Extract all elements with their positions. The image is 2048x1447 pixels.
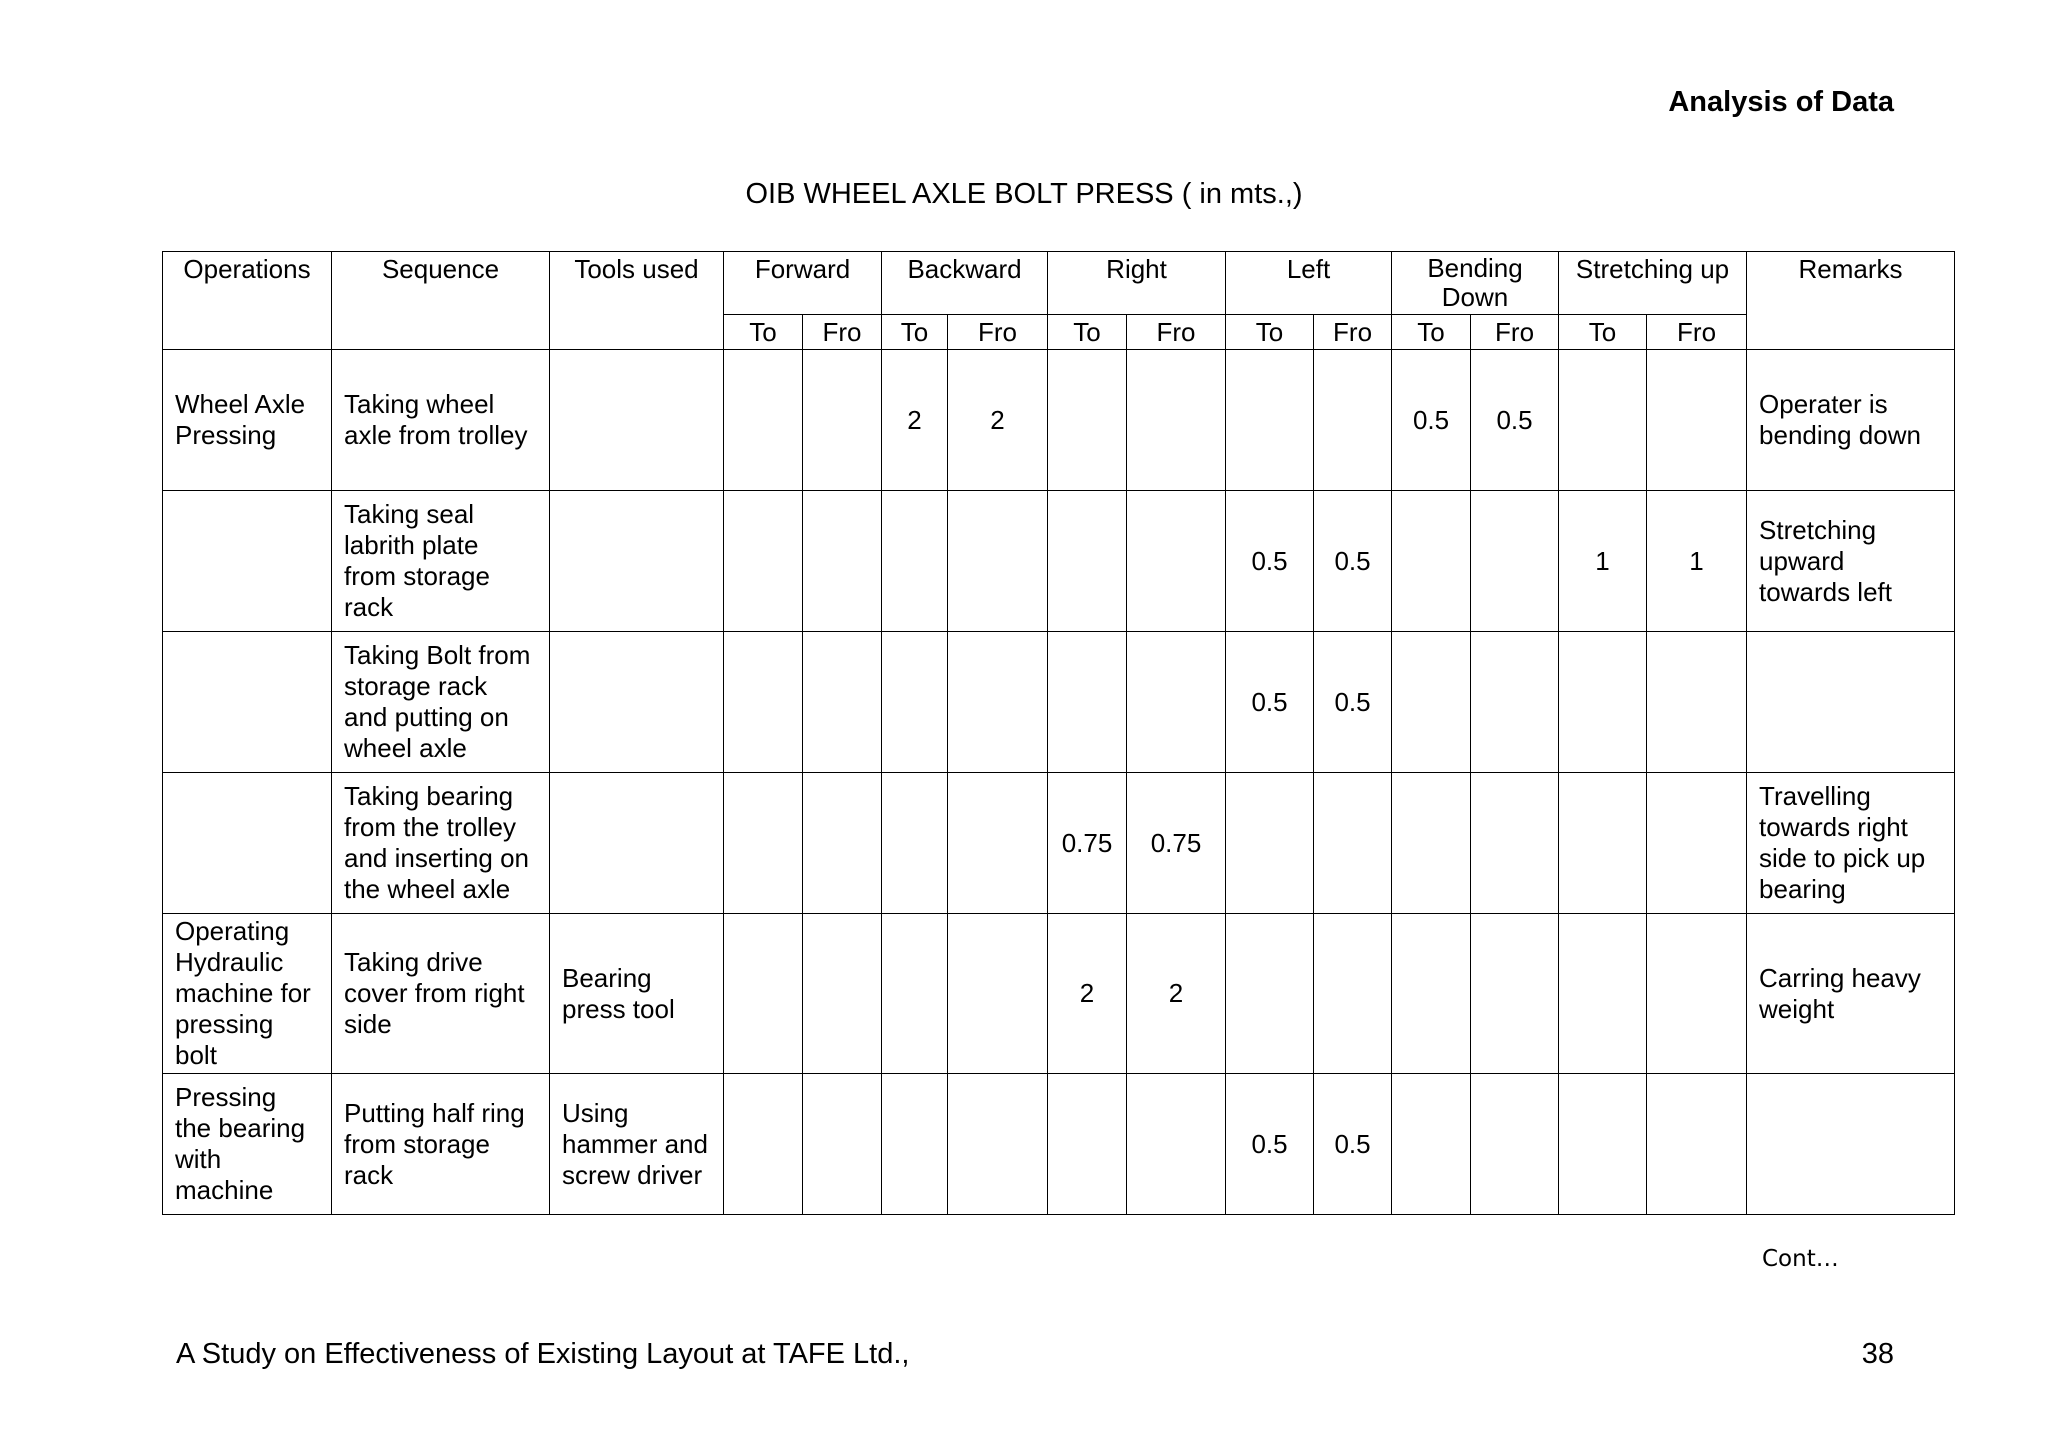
cell-forward-to (724, 773, 803, 914)
cell-right-to (1048, 350, 1127, 491)
cell-stretching-fro: 1 (1647, 491, 1747, 632)
cell-forward-fro (803, 350, 882, 491)
sub-stretching-to: To (1559, 315, 1647, 350)
table-title: OIB WHEEL AXLE BOLT PRESS ( in mts.,) (745, 178, 1303, 210)
cell-forward-fro (803, 632, 882, 773)
cell-forward-to (724, 914, 803, 1074)
cell-stretching-to (1559, 914, 1647, 1074)
cell-left-to: 0.5 (1226, 491, 1314, 632)
col-right: Right (1048, 252, 1226, 315)
cell-left-to (1226, 914, 1314, 1074)
cell-left-fro: 0.5 (1314, 491, 1392, 632)
cell-right-fro (1127, 491, 1226, 632)
cell-stretching-to (1559, 350, 1647, 491)
cell-sequence: Taking Bolt from storage rack and putting on wheel axle (332, 632, 550, 773)
cell-forward-fro (803, 491, 882, 632)
cell-operation (163, 491, 332, 632)
sub-forward-fro: Fro (803, 315, 882, 350)
cell-bending-to (1392, 491, 1471, 632)
cell-right-to: 2 (1048, 914, 1127, 1074)
cell-remarks: Travelling towards right side to pick up bearing (1747, 773, 1955, 914)
cell-forward-to (724, 1074, 803, 1215)
cell-stretching-fro (1647, 632, 1747, 773)
cell-stretching-fro (1647, 1074, 1747, 1215)
cell-right-to (1048, 1074, 1127, 1215)
cell-forward-to (724, 491, 803, 632)
cell-backward-to (882, 773, 948, 914)
cell-stretching-to: 1 (1559, 491, 1647, 632)
sub-bending-fro: Fro (1471, 315, 1559, 350)
cell-backward-fro (948, 1074, 1048, 1215)
sub-backward-to: To (882, 315, 948, 350)
cell-operation: Wheel Axle Pressing (163, 350, 332, 491)
cell-backward-fro (948, 914, 1048, 1074)
sub-right-to: To (1048, 315, 1127, 350)
col-sequence: Sequence (332, 252, 550, 350)
sub-right-fro: Fro (1127, 315, 1226, 350)
sub-stretching-fro: Fro (1647, 315, 1747, 350)
table-row (163, 914, 1955, 1074)
cell-sequence: Putting half ring from storage rack (332, 1074, 550, 1215)
cell-operation (163, 773, 332, 914)
cell-left-fro: 0.5 (1314, 1074, 1392, 1215)
cell-sequence: Taking bearing from the trolley and inserting on the wheel axle (332, 773, 550, 914)
cell-forward-fro (803, 914, 882, 1074)
cell-remarks: Stretching upward towards left (1747, 491, 1955, 632)
col-operations: Operations (163, 252, 332, 350)
cell-bending-to (1392, 914, 1471, 1074)
cell-stretching-to (1559, 1074, 1647, 1215)
continued-note: Cont… (1762, 1246, 1839, 1272)
cell-left-fro (1314, 350, 1392, 491)
cell-bending-fro (1471, 1074, 1559, 1215)
table-row (163, 632, 1955, 773)
cell-right-to (1048, 632, 1127, 773)
cell-stretching-to (1559, 632, 1647, 773)
cell-tools (550, 350, 724, 491)
cell-right-to (1048, 491, 1127, 632)
cell-stretching-fro (1647, 773, 1747, 914)
cell-operation: Pressing the bearing with machine (163, 1074, 332, 1215)
cell-remarks: Carring heavy weight (1747, 914, 1955, 1074)
cell-right-fro (1127, 350, 1226, 491)
cell-right-fro: 0.75 (1127, 773, 1226, 914)
col-backward: Backward (882, 252, 1048, 315)
cell-bending-to (1392, 1074, 1471, 1215)
col-left: Left (1226, 252, 1392, 315)
cell-tools (550, 773, 724, 914)
cell-backward-to (882, 632, 948, 773)
header-row (163, 252, 1955, 315)
cell-bending-to (1392, 773, 1471, 914)
sub-left-fro: Fro (1314, 315, 1392, 350)
cell-bending-to (1392, 632, 1471, 773)
section-header: Analysis of Data (1668, 86, 1894, 118)
cell-bending-fro (1471, 773, 1559, 914)
cell-tools: Using hammer and screw driver (550, 1074, 724, 1215)
cell-sequence: Taking drive cover from right side (332, 914, 550, 1074)
cell-backward-fro (948, 491, 1048, 632)
cell-bending-fro (1471, 632, 1559, 773)
cell-backward-to (882, 491, 948, 632)
table-row (163, 773, 1955, 914)
col-tools: Tools used (550, 252, 724, 350)
cell-bending-to: 0.5 (1392, 350, 1471, 491)
cell-backward-to: 2 (882, 350, 948, 491)
page-number: 38 (1861, 1338, 1894, 1370)
cell-left-to: 0.5 (1226, 632, 1314, 773)
col-remarks: Remarks (1747, 252, 1955, 350)
cell-remarks (1747, 632, 1955, 773)
sub-bending-to: To (1392, 315, 1471, 350)
cell-remarks: Operater is bending down (1747, 350, 1955, 491)
cell-left-to (1226, 350, 1314, 491)
analysis-table (162, 251, 1955, 1215)
cell-right-fro (1127, 632, 1226, 773)
cell-left-to (1226, 773, 1314, 914)
cell-right-fro: 2 (1127, 914, 1226, 1074)
cell-operation: Operating Hydraulic machine for pressing bolt (163, 914, 332, 1074)
cell-bending-fro (1471, 491, 1559, 632)
cell-stretching-fro (1647, 914, 1747, 1074)
cell-right-fro (1127, 1074, 1226, 1215)
cell-backward-fro (948, 632, 1048, 773)
cell-sequence: Taking wheel axle from trolley (332, 350, 550, 491)
cell-operation (163, 632, 332, 773)
cell-stretching-fro (1647, 350, 1747, 491)
cell-backward-fro: 2 (948, 350, 1048, 491)
cell-forward-fro (803, 773, 882, 914)
table-row (163, 491, 1955, 632)
sub-backward-fro: Fro (948, 315, 1048, 350)
cell-backward-to (882, 1074, 948, 1215)
cell-bending-fro (1471, 914, 1559, 1074)
cell-tools (550, 632, 724, 773)
cell-forward-fro (803, 1074, 882, 1215)
table-row (163, 1074, 1955, 1215)
cell-tools: Bearing press tool (550, 914, 724, 1074)
table-row (163, 350, 1955, 491)
sub-left-to: To (1226, 315, 1314, 350)
cell-remarks (1747, 1074, 1955, 1215)
cell-right-to: 0.75 (1048, 773, 1127, 914)
cell-left-to: 0.5 (1226, 1074, 1314, 1215)
col-stretching: Stretching up (1559, 252, 1747, 315)
cell-backward-to (882, 914, 948, 1074)
footer-title: A Study on Effectiveness of Existing Layout at TAFE Ltd., (176, 1338, 910, 1370)
cell-forward-to (724, 632, 803, 773)
cell-bending-fro: 0.5 (1471, 350, 1559, 491)
cell-stretching-to (1559, 773, 1647, 914)
sub-forward-to: To (724, 315, 803, 350)
col-bending: Bending Down (1392, 252, 1559, 315)
cell-left-fro (1314, 773, 1392, 914)
cell-left-fro: 0.5 (1314, 632, 1392, 773)
cell-backward-fro (948, 773, 1048, 914)
cell-forward-to (724, 350, 803, 491)
cell-tools (550, 491, 724, 632)
cell-left-fro (1314, 914, 1392, 1074)
col-forward: Forward (724, 252, 882, 315)
cell-sequence: Taking seal labrith plate from storage rack (332, 491, 550, 632)
